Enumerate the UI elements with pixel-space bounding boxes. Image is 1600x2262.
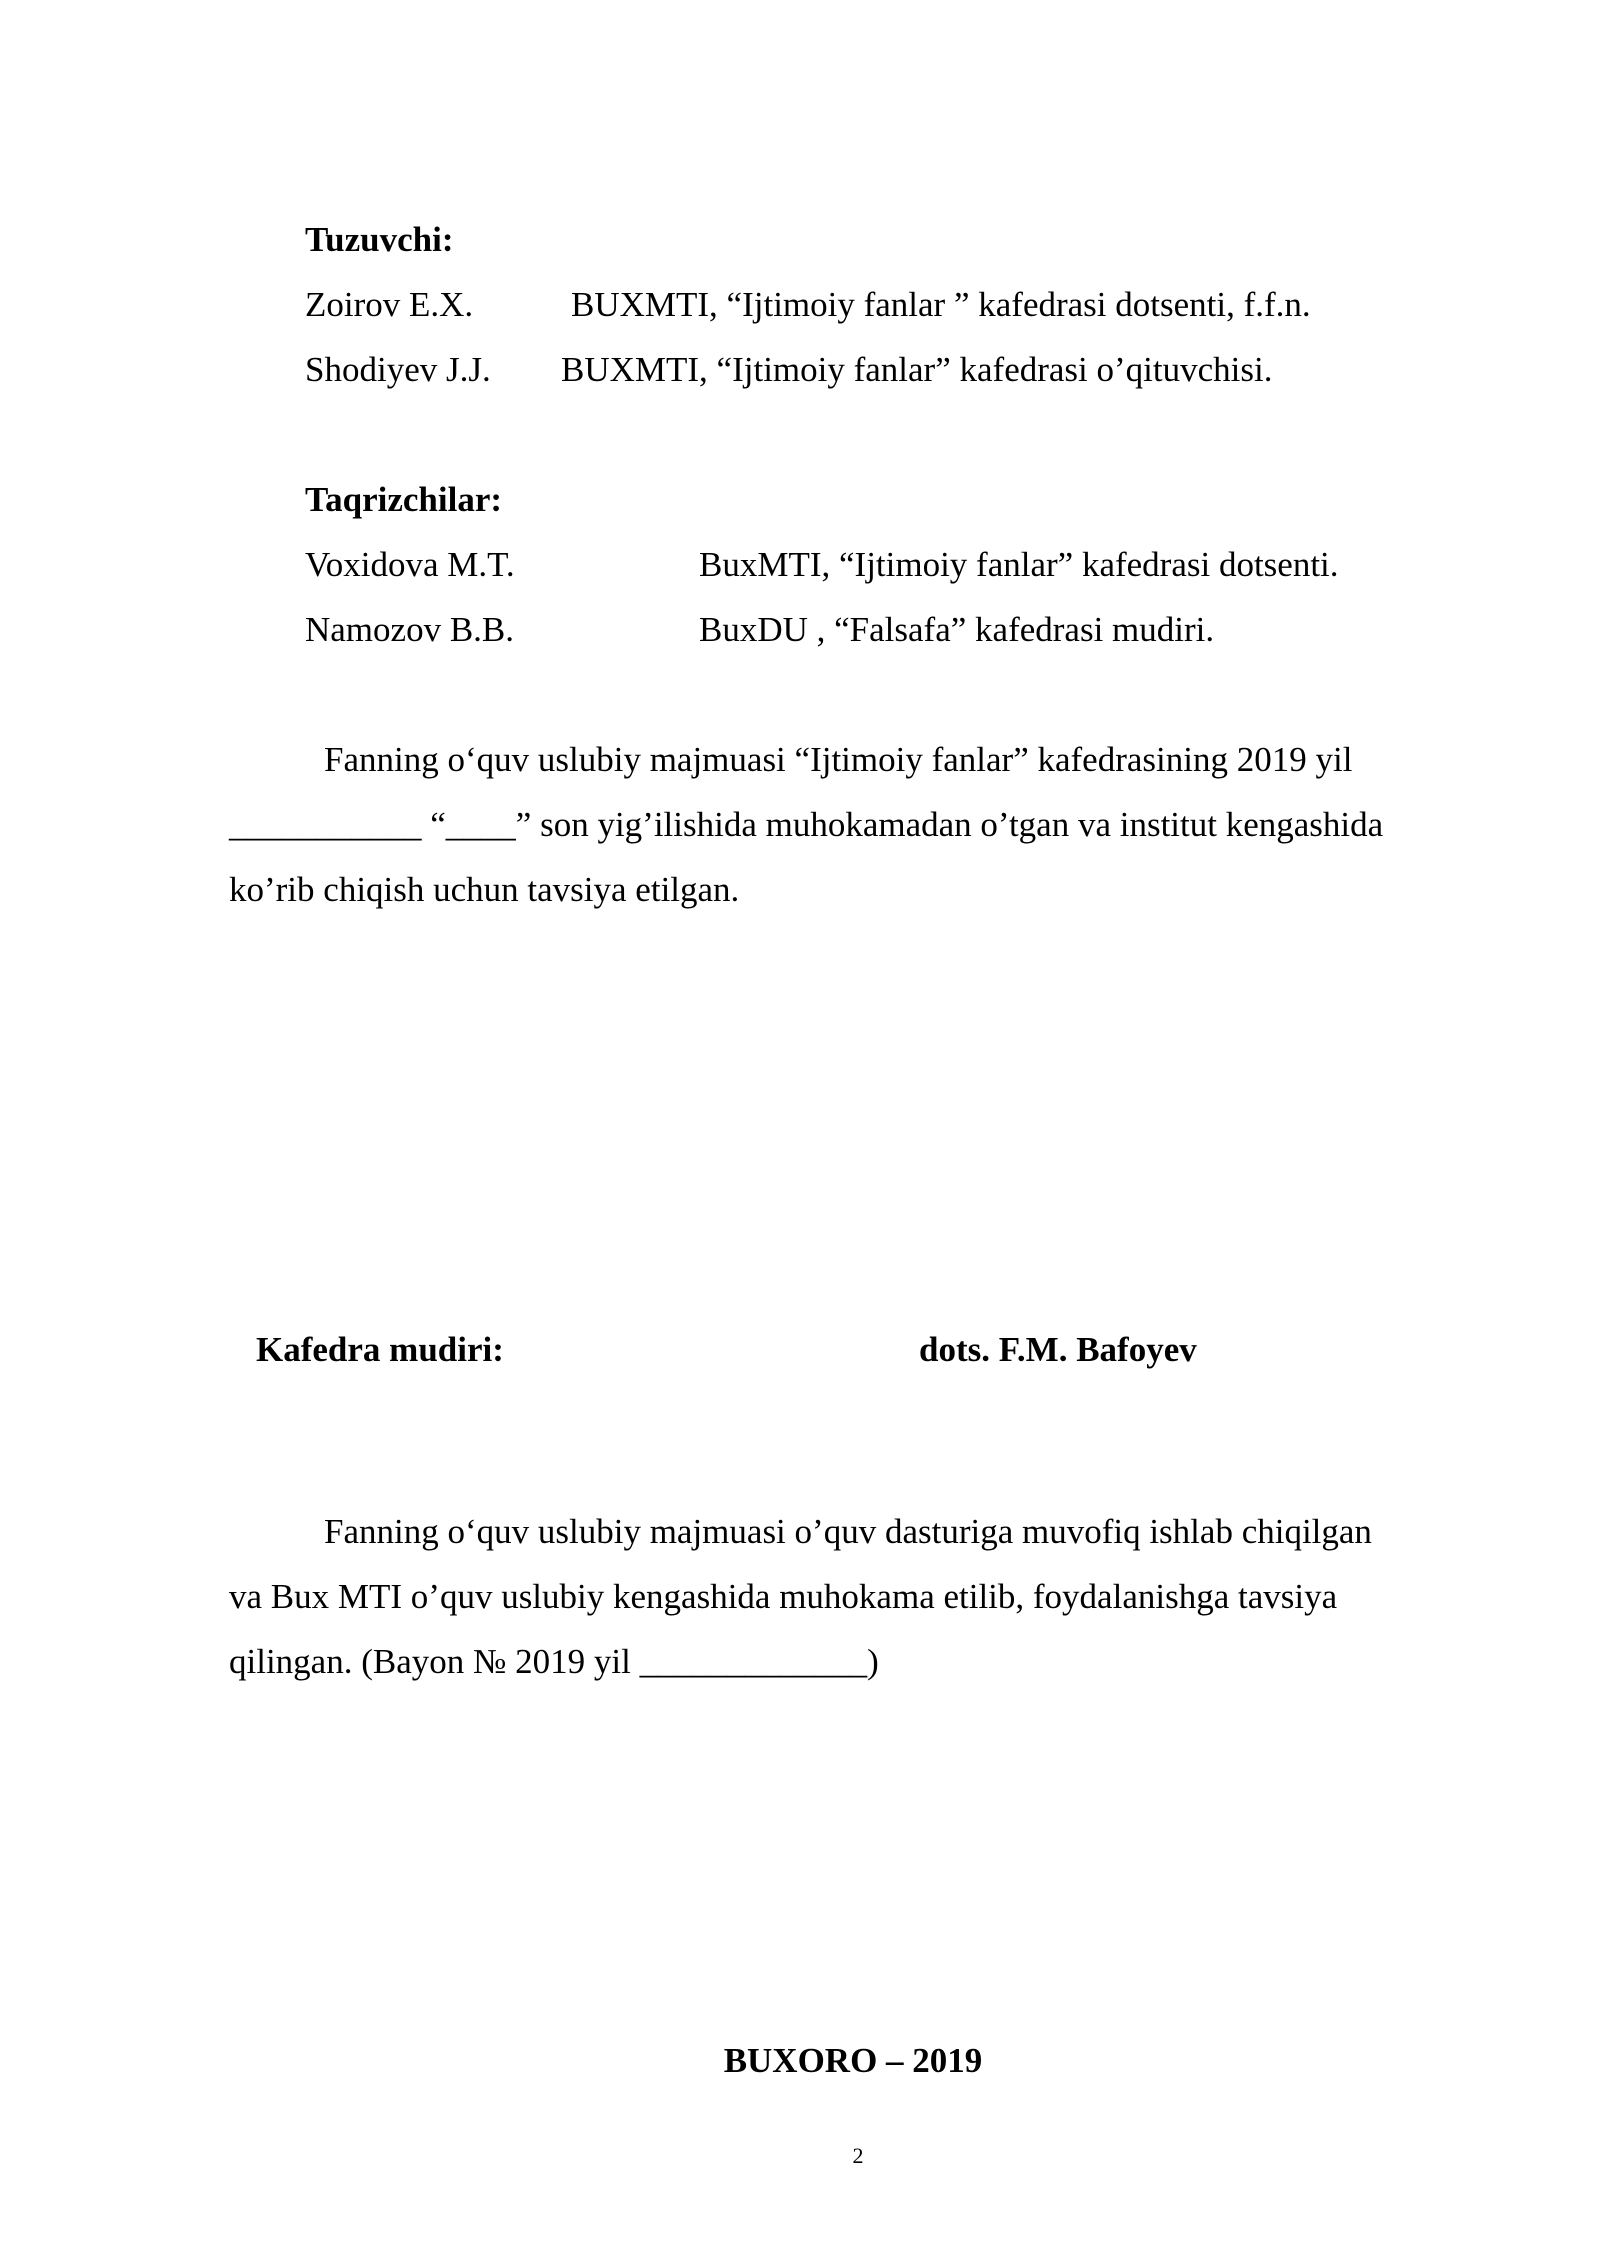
page-number: 2 [852,2143,864,2168]
council-paragraph-line: Fanning o‘quv uslubiy majmuasi o’quv dasturiga muvofiq ishlab chiqilgan [324,1512,1372,1551]
council-paragraph-line: va Bux MTI o’quv uslubiy kengashida muhokama etilib, foydalanishga tavsiya [229,1577,1338,1616]
approval-paragraph-line: ___________ “____” son yig’ilishida muhokamadan o’tgan va institut kengashida [229,805,1384,844]
reviewer-role: BuxDU , “Falsafa” kafedrasi mudiri. [699,610,1215,649]
council-paragraph-line: qilingan. (Bayon № 2019 yil _____________) [229,1642,879,1681]
approval-paragraph-line: ko’rib chiqish uchun tavsiya etilgan. [229,870,740,909]
reviewers-heading: Taqrizchilar: [305,480,503,519]
compilers-heading: Tuzuvchi: [305,220,454,259]
compiler-name: Shodiyev J.J. [305,350,491,389]
compiler-role: BUXMTI, “Ijtimoiy fanlar ” kafedrasi dotsenti, f.f.n. [571,285,1311,324]
reviewer-name: Namozov B.B. [305,610,515,649]
approval-paragraph-line: Fanning o‘quv uslubiy majmuasi “Ijtimoiy fanlar” kafedrasining 2019 yil [324,740,1353,779]
head-of-department-label: Kafedra mudiri: [256,1330,504,1369]
compiler-name: Zoirov E.X. [305,285,474,324]
reviewer-name: Voxidova M.T. [305,545,515,584]
head-of-department-name: dots. F.M. Bafoyev [919,1330,1197,1369]
reviewer-role: BuxMTI, “Ijtimoiy fanlar” kafedrasi dotsenti. [699,545,1339,584]
compiler-role: BUXMTI, “Ijtimoiy fanlar” kafedrasi o’qituvchisi. [561,350,1273,389]
city-year: BUXORO – 2019 [723,2041,983,2080]
